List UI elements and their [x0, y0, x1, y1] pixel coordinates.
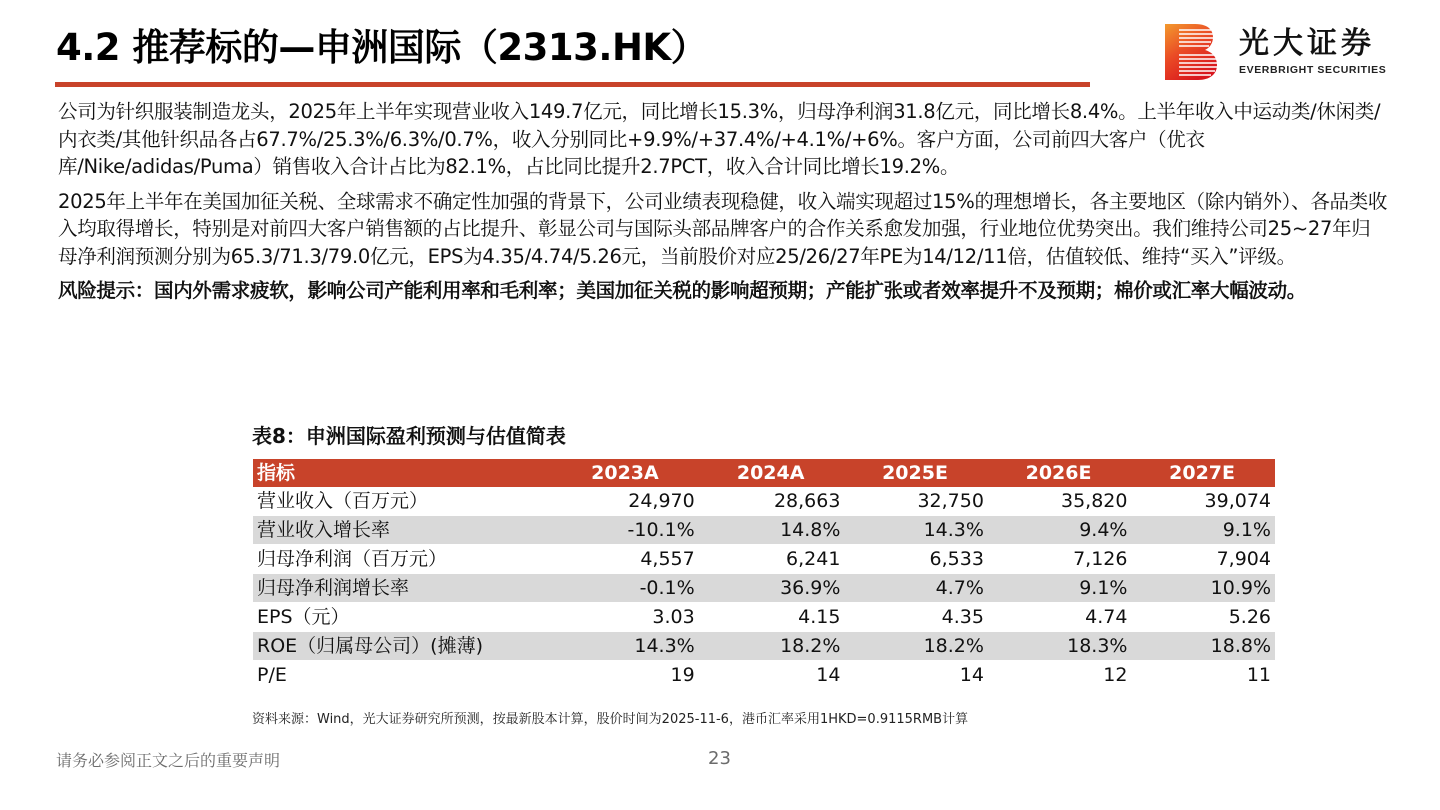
cell-value: 5.26 — [1228, 606, 1271, 629]
cell-value: 24,970 — [628, 490, 695, 513]
table-header-row — [253, 459, 1275, 487]
cell-value: 14.3% — [923, 519, 984, 542]
cell-value: 4.35 — [941, 606, 984, 629]
table-row-net-profit-growth — [253, 574, 1275, 603]
header-2025e: 2025E — [882, 462, 948, 485]
cell-value: 4,557 — [640, 548, 695, 571]
cell-value: 14.8% — [780, 519, 841, 542]
row-label: 营业收入（百万元） — [257, 490, 429, 513]
table-row-eps — [253, 603, 1275, 632]
cell-value: 7,126 — [1073, 548, 1128, 571]
table-row-roe — [253, 632, 1275, 661]
title-underline — [55, 82, 1090, 87]
cell-value: 18.8% — [1210, 635, 1271, 658]
cell-value: 9.1% — [1079, 577, 1128, 600]
cell-value: 32,750 — [917, 490, 984, 513]
cell-value: 14.3% — [634, 635, 695, 658]
cell-value: 3.03 — [652, 606, 695, 629]
cell-value: -10.1% — [627, 519, 695, 542]
cell-value: 18.2% — [780, 635, 841, 658]
cell-value: 11 — [1246, 664, 1271, 687]
cell-value: -0.1% — [639, 577, 695, 600]
cell-value: 35,820 — [1060, 490, 1128, 513]
table-row-pe — [253, 661, 1275, 690]
cell-value: 4.74 — [1085, 606, 1128, 629]
everbright-b-logo-icon — [1165, 24, 1217, 80]
cell-value: 4.7% — [935, 577, 984, 600]
table-row-net-profit — [253, 545, 1275, 574]
earnings-forecast-table — [253, 459, 1275, 690]
logo-chinese-name: 光大证券 — [1239, 26, 1375, 61]
row-label: ROE（归属母公司）(摊薄) — [257, 635, 483, 658]
cell-value: 10.9% — [1210, 577, 1271, 600]
paragraph-business-summary: 公司为针织服装制造龙头，2025年上半年实现营业收入149.7亿元，同比增长15.3%，归母净利润31.8亿元，同比增长8.4%。上半年收入中运动类/休闲类/内衣类/其他针织品各占67.7%/25.3%/6.3%/0.7%，收入分别同比+9.9%/+37.4%/+4.1%/+6%。客户方面，公司前四大客户（优衣库/Nike/adidas/Puma）销售收入合计占比为82.1%，占比同比提升2.7PCT，收入合计同比增长19.2%。 — [58, 100, 1381, 178]
header-2026e: 2026E — [1025, 462, 1092, 485]
cell-value: 12 — [1103, 664, 1128, 687]
cell-value: 14 — [816, 664, 841, 687]
row-label: 营业收入增长率 — [257, 519, 391, 542]
row-label: 归母净利润增长率 — [257, 577, 410, 600]
cell-value: 14 — [959, 664, 984, 687]
table-row-revenue-growth — [253, 516, 1275, 545]
cell-value: 39,074 — [1204, 490, 1271, 513]
cell-value: 28,663 — [773, 490, 841, 513]
row-label: EPS（元） — [257, 606, 350, 629]
cell-value: 6,241 — [786, 548, 841, 571]
table-row-revenue — [253, 487, 1275, 516]
header-2027e: 2027E — [1169, 462, 1235, 485]
risk-warning: 风险提示：国内外需求疲软，影响公司产能利用率和毛利率；美国加征关税的影响超预期；产能扩张或者效率提升不及预期；棉价或汇率大幅波动。 — [58, 279, 1307, 302]
cell-value: 18.3% — [1067, 635, 1128, 658]
cell-value: 6,533 — [929, 548, 984, 571]
analysis-text — [58, 98, 1388, 312]
cell-value: 36.9% — [780, 577, 841, 600]
row-label: P/E — [257, 664, 287, 687]
cell-value: 18.2% — [923, 635, 984, 658]
logo-english-name: EVERBRIGHT SECURITIES — [1239, 64, 1387, 76]
cell-value: 19 — [670, 664, 695, 687]
company-logo — [1165, 24, 1405, 84]
header-2023a: 2023A — [591, 462, 659, 485]
cell-value: 4.15 — [798, 606, 841, 629]
cell-value: 9.1% — [1222, 519, 1271, 542]
table-caption: 表8：申洲国际盈利预测与估值简表 — [252, 424, 566, 448]
page-title: 4.2 推荐标的—申洲国际（2313.HK） — [56, 26, 708, 69]
paragraph-investment-view: 2025年上半年在美国加征关税、全球需求不确定性加强的背景下，公司业绩表现稳健，收入端实现超过15%的理想增长，各主要地区（除内销外）、各品类收入均取得增长，特别是对前四大客户销售额的占比提升、彰显公司与国际头部品牌客户的合作关系愈发加强，行业地位优势突出。我们维持公司25~27年归母净利润预测分别为65.3/71.3/79.0亿元，EPS为4.35/4.74/5.26元，当前股价对应25/26/27年PE为14/12/11倍，估值较低、维持“买入”评级。 — [58, 189, 1388, 268]
page-number: 23 — [708, 748, 731, 769]
header-2024a: 2024A — [736, 462, 805, 485]
cell-value: 7,904 — [1216, 548, 1271, 571]
header-indicator: 指标 — [257, 462, 296, 485]
table-source-note: 资料来源：Wind，光大证券研究所预测，按最新股本计算，股价时间为2025-11-6，港币汇率采用1HKD=0.9115RMB计算 — [252, 712, 969, 727]
cell-value: 9.4% — [1079, 519, 1128, 542]
footer-disclaimer: 请务必参阅正文之后的重要声明 — [56, 751, 281, 770]
row-label: 归母净利润（百万元） — [257, 548, 448, 571]
